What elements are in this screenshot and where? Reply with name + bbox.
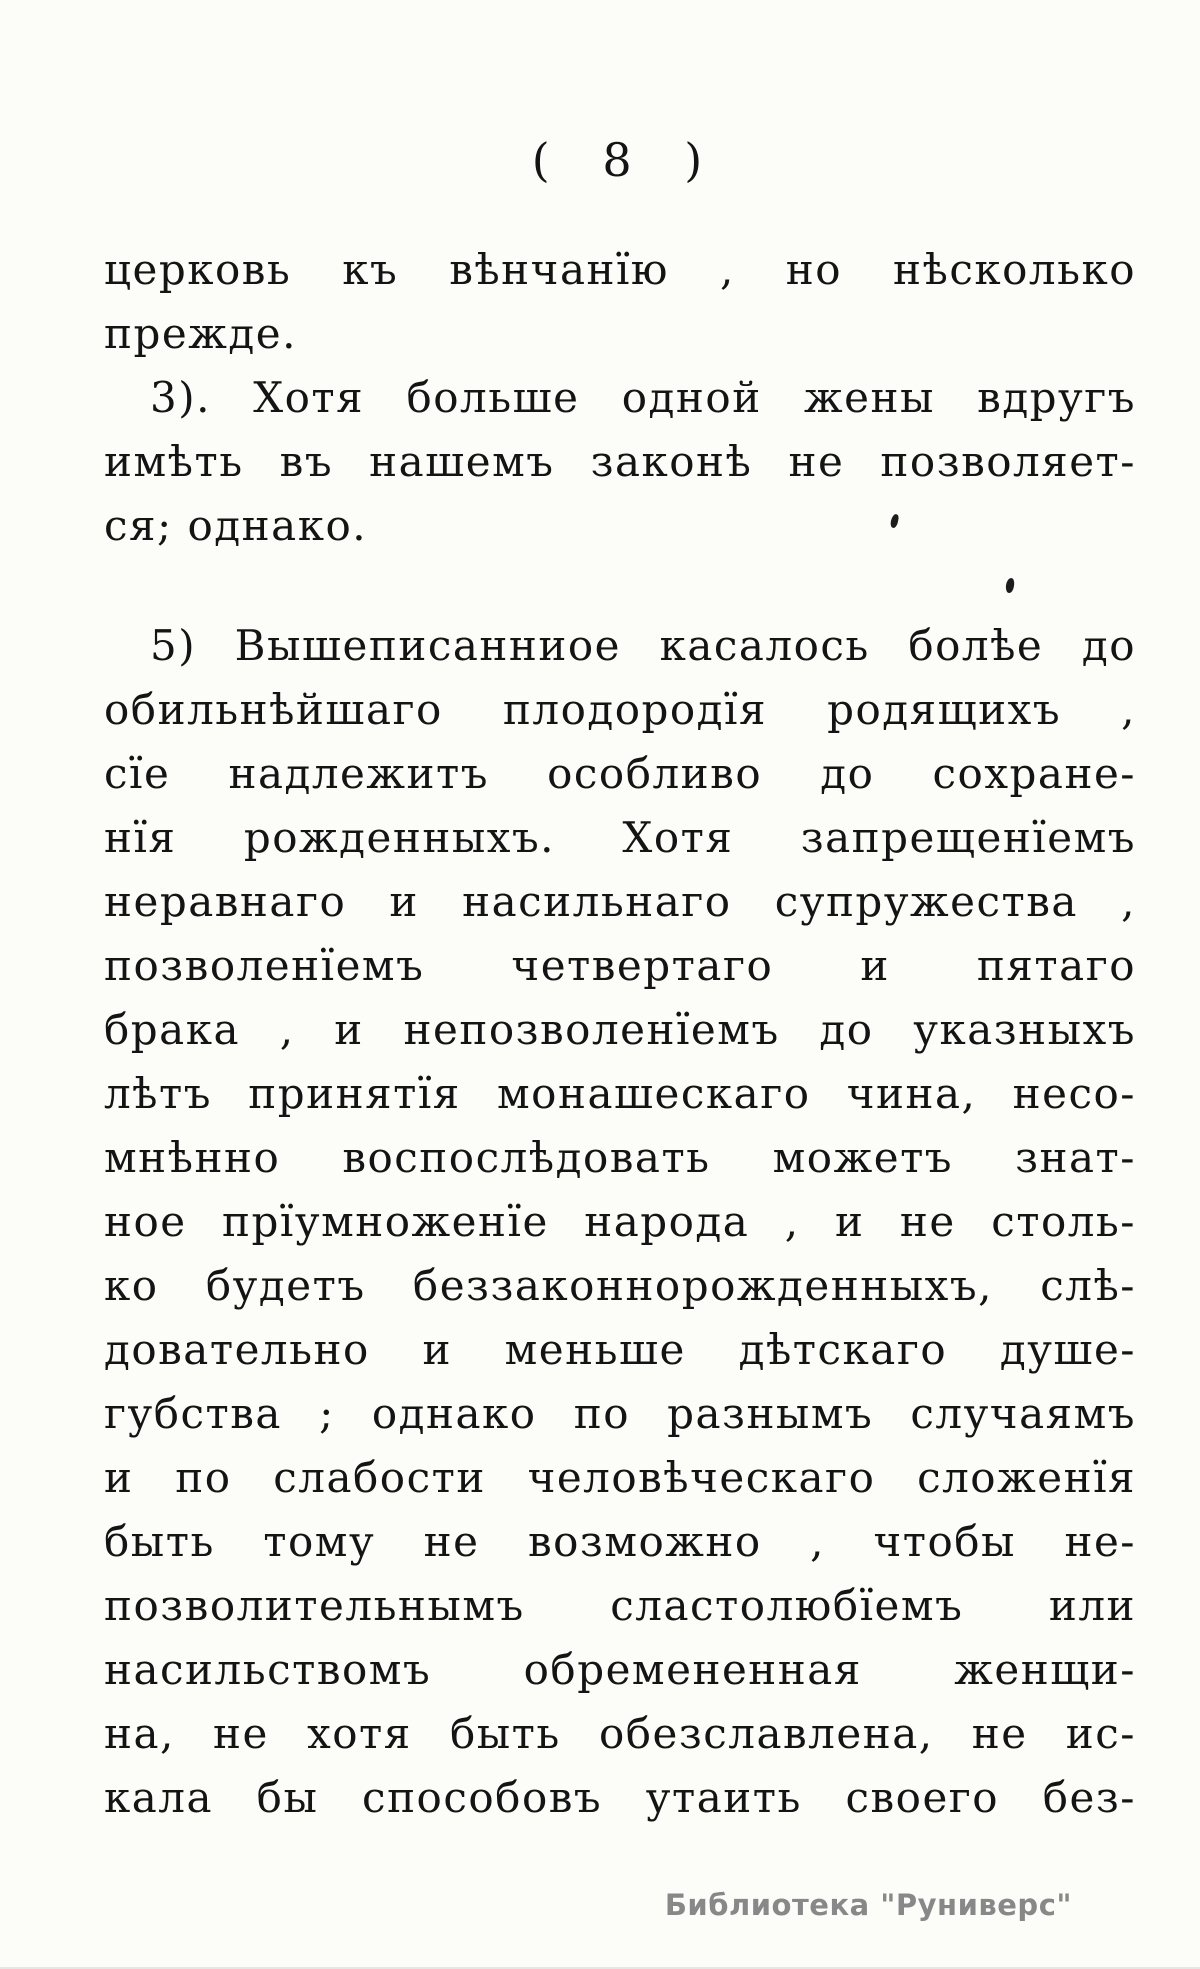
text-line: церковь къ вѣнчанїю , но нѣсколько bbox=[104, 245, 1136, 294]
text-line: 5) Вышеписанниое касалось болѣе до bbox=[150, 621, 1136, 670]
page-number: ( 8 ) bbox=[531, 133, 709, 187]
text-line: прежде. bbox=[104, 309, 297, 358]
text-line: позволительнымъ сластолюбїемъ или bbox=[104, 1581, 1136, 1630]
library-watermark: Библиотека "Руниверс" bbox=[664, 1888, 1072, 1922]
text-line: кала бы способовъ утаить своего без- bbox=[104, 1773, 1136, 1822]
text-line: ся; однако. bbox=[104, 501, 368, 550]
text-line: неравнаго и насильнаго супружества , bbox=[104, 877, 1136, 926]
text-line: ное прїумноженїе народа , и не столь- bbox=[104, 1197, 1136, 1246]
text-column bbox=[104, 238, 1136, 1830]
text-line: губства ; однако по разнымъ случаямъ bbox=[104, 1389, 1136, 1438]
paragraph-gap bbox=[104, 558, 1136, 614]
text-line: довательно и меньше дѣтскаго душе- bbox=[104, 1325, 1136, 1374]
text-line: лѣтъ принятїя монашескаго чина, несо- bbox=[104, 1069, 1136, 1118]
text-line: насильствомъ обремененная женщи- bbox=[104, 1645, 1136, 1694]
text-line: обильнѣйшаго плодородїя родящихъ , bbox=[104, 685, 1136, 734]
text-line: быть тому не возможно , чтобы не- bbox=[104, 1517, 1136, 1566]
text-line: сїе надлежитъ особливо до сохране- bbox=[104, 749, 1136, 798]
text-line: 3). Хотя больше одной жены вдругъ bbox=[150, 373, 1136, 422]
text-line: позволенїемъ четвертаго и пятаго bbox=[104, 941, 1136, 990]
text-line: нїя рожденныхъ. Хотя запрещенїемъ bbox=[104, 813, 1136, 862]
text-line: мнѣнно воспослѣдовать можетъ знат- bbox=[104, 1133, 1136, 1182]
text-line: брака , и непозволенїемъ до указныхъ bbox=[104, 1005, 1136, 1054]
text-line: ко будетъ беззаконнорожденныхъ, слѣ- bbox=[104, 1261, 1136, 1310]
text-line: имѣть въ нашемъ законѣ не позволяет- bbox=[104, 437, 1136, 486]
text-line: на, не хотя быть обезславлена, не ис- bbox=[104, 1709, 1136, 1758]
text-line: и по слабости человѣческаго сложенїя bbox=[104, 1453, 1136, 1502]
